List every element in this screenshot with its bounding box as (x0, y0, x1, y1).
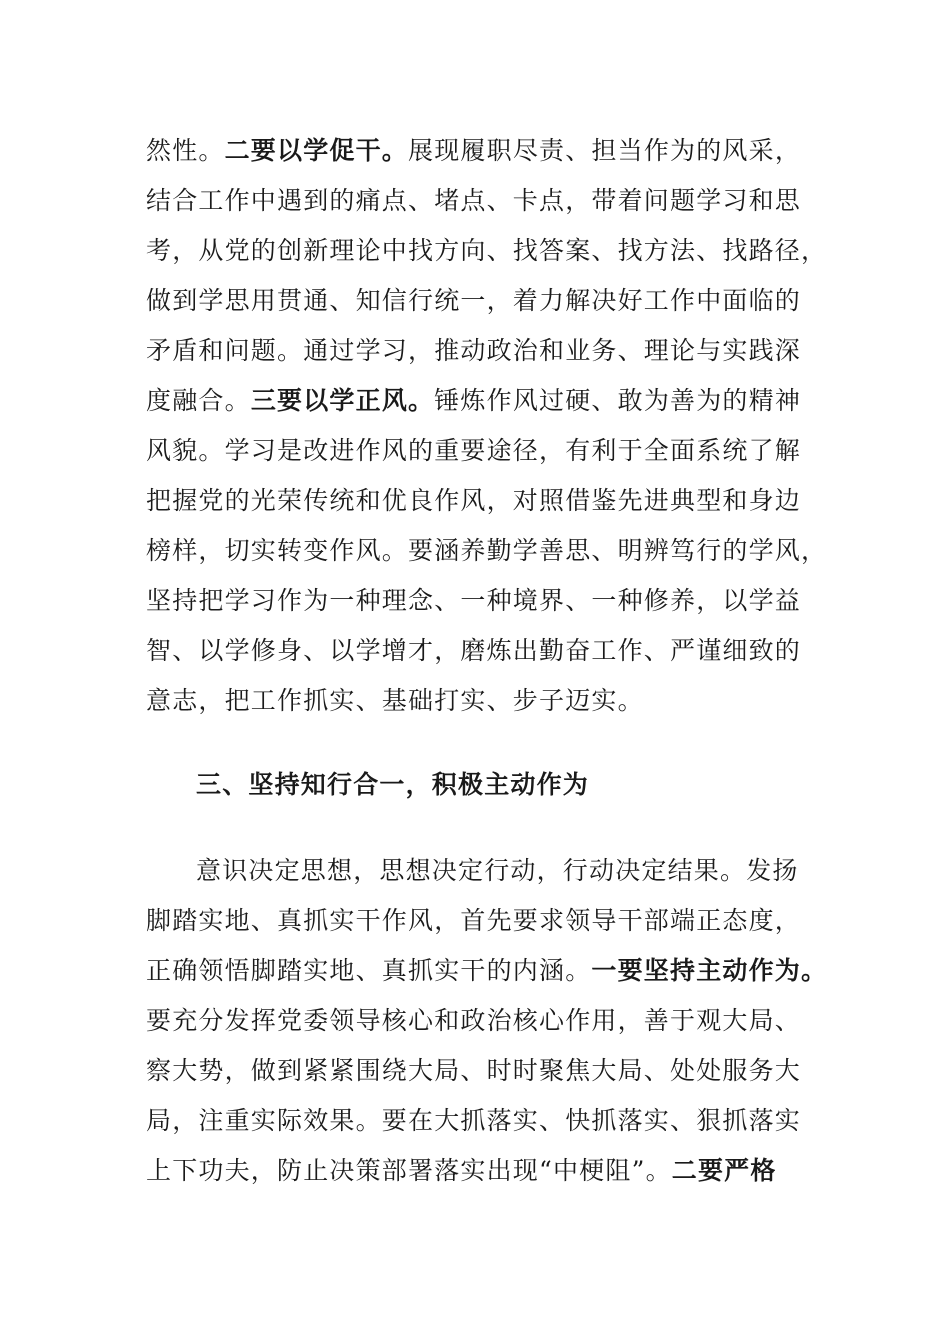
text-line: 结合工作中遇到的痛点、堵点、卡点，带着问题学习和思 (146, 186, 802, 215)
text-line: 考，从党的创新理论中找方向、找答案、找方法、找路径， (146, 236, 828, 265)
text-run: 展现履职尽责、担当作为的风采， (408, 136, 802, 165)
bold-run: 一要坚持主动作为。 (591, 956, 828, 985)
text-line (146, 1156, 777, 1186)
bold-run: 二要严格 (671, 1156, 777, 1185)
text-line: 察大势，做到紧紧围绕大局、时时聚焦大局、处处服务大 (146, 1056, 802, 1085)
text-line (146, 136, 801, 166)
text-run: 然性。 (146, 136, 225, 165)
bold-run: 三要以学正风。 (250, 386, 435, 415)
text-line: 风貌。学习是改进作风的重要途径，有利于全面系统了解 (146, 436, 802, 465)
bold-run: 二要以学促干。 (224, 136, 409, 165)
text-line: 矛盾和问题。通过学习，推动政治和业务、理论与实践深 (146, 336, 802, 365)
text-run: 正确领悟脚踏实地、真抓实干的内涵。 (146, 956, 592, 985)
text-line: 局，注重实际效果。要在大抓落实、快抓落实、狠抓落实 (146, 1106, 802, 1135)
text-line (146, 956, 827, 986)
text-line (146, 386, 801, 416)
text-line: 脚踏实地、真抓实干作风，首先要求领导干部端正态度， (146, 906, 802, 935)
text-run: 度融合。 (146, 386, 251, 415)
text-line: 做到学思用贯通、知信行统一，着力解决好工作中面临的 (146, 286, 802, 315)
text-line: 要充分发挥党委领导核心和政治核心作用，善于观大局、 (146, 1006, 802, 1035)
section-heading: 三、坚持知行合一，积极主动作为 (196, 770, 590, 799)
text-line: 榜样，切实转变作风。要涵养勤学善思、明辨笃行的学风， (146, 536, 828, 565)
text-line: 意志，把工作抓实、基础打实、步子迈实。 (146, 686, 644, 715)
text-run: 上下功夫，防止决策部署落实出现“中梗阻”。 (146, 1156, 672, 1185)
text-line: 把握党的光荣传统和优良作风，对照借鉴先进典型和身边 (146, 486, 802, 515)
text-line: 意识决定思想，思想决定行动，行动决定结果。发扬 (196, 856, 799, 885)
text-line: 坚持把学习作为一种理念、一种境界、一种修养，以学益 (146, 586, 802, 615)
text-line: 智、以学修身、以学增才，磨炼出勤奋工作、严谨细致的 (146, 636, 802, 665)
text-run: 锤炼作风过硬、敢为善为的精神 (434, 386, 802, 415)
